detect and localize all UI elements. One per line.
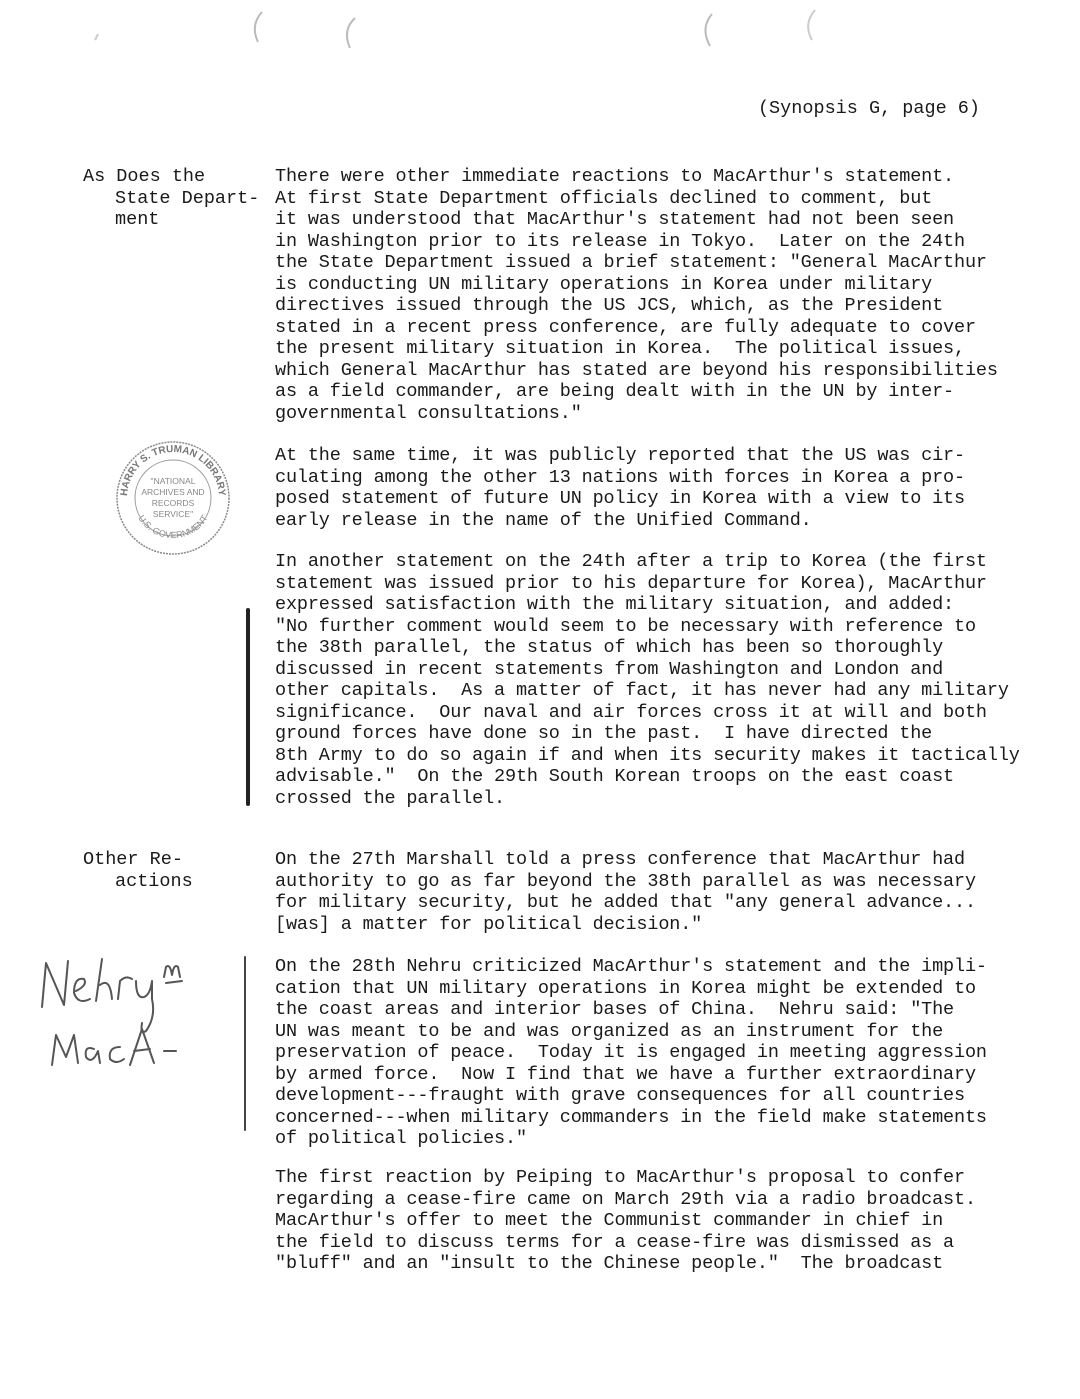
text-line: At the same time, it was publicly reported that the US was cir- xyxy=(275,445,965,466)
margin-note-other-reactions xyxy=(83,849,193,892)
text-line: "bluff" and an "insult to the Chinese people." The broadcast xyxy=(275,1253,944,1274)
margin-pen-mark xyxy=(246,608,250,806)
text-line: the 38th parallel, the status of which has been so thoroughly xyxy=(275,637,944,658)
text-line: the coast areas and interior bases of China. Nehru said: "The xyxy=(275,999,955,1020)
text-line: statement was issued prior to his departure for Korea), MacArthur xyxy=(275,572,987,594)
text-line: development---fraught with grave consequences for all countries xyxy=(275,1085,965,1106)
text-line: governmental consultations." xyxy=(275,402,582,424)
text-line: expressed satisfaction with the military situation, and added: xyxy=(275,594,955,615)
paragraph-marshall xyxy=(275,849,976,935)
margin-note-line: State Depart- xyxy=(115,187,260,209)
handwritten-note xyxy=(30,955,220,1075)
text-line: of political policies." xyxy=(275,1128,527,1149)
text-line: regarding a cease-fire came on March 29th via a radio broadcast. xyxy=(275,1188,976,1210)
text-line: In another statement on the 24th after a trip to Korea (the first xyxy=(275,551,987,572)
margin-note-state-department xyxy=(83,166,259,231)
paragraph-peiping-reaction xyxy=(275,1167,976,1275)
text-line: ground forces have done so in the past. I have directed the xyxy=(275,723,933,744)
stamp-inner-line: RECORDS xyxy=(151,498,195,508)
stamp-outer-text: HARRY S. TRUMAN LIBRARY xyxy=(118,443,228,497)
text-line: other capitals. As a matter of fact, it has never had any military xyxy=(275,680,1009,701)
stamp-inner-line: ARCHIVES AND xyxy=(141,487,205,497)
text-line: discussed in recent statements from Washington and London and xyxy=(275,658,944,680)
text-line: authority to go as far beyond the 38th parallel as was necessary xyxy=(275,870,976,892)
stamp-inner-line: SERVICE" xyxy=(152,509,194,519)
text-line: as a field commander, are being dealt with in the UN by inter- xyxy=(275,381,955,402)
text-line: At first State Department officials declined to comment, but xyxy=(275,187,933,209)
text-line: posed statement of future UN policy in Korea with a view to its xyxy=(275,488,965,509)
margin-pen-line xyxy=(244,956,246,1131)
text-line: for military security, but he added that "any general advance... xyxy=(275,892,976,913)
text-line: culating among the other 13 nations with forces in Korea a pro- xyxy=(275,466,965,488)
text-line: is conducting UN military operations in Korea under military xyxy=(275,273,933,295)
text-line: The first reaction by Peiping to MacArthur's proposal to confer xyxy=(275,1167,965,1188)
page-header: (Synopsis G, page 6) xyxy=(757,98,980,119)
text-line: crossed the parallel. xyxy=(275,787,505,809)
text-line: which General MacArthur has stated are beyond his responsibilities xyxy=(275,359,998,381)
text-line: On the 27th Marshall told a press conference that MacArthur had xyxy=(275,849,965,870)
text-line: preservation of peace. Today it is engaged in meeting aggression xyxy=(275,1042,987,1063)
archive-stamp xyxy=(112,437,234,559)
stamp-inner-line: "NATIONAL xyxy=(150,476,196,486)
text-line: in Washington prior to its release in Tokyo. Later on the 24th xyxy=(275,230,965,252)
text-line: 8th Army to do so again if and when its security makes it tactically xyxy=(275,744,1020,766)
text-line: stated in a recent press conference, are fully adequate to cover xyxy=(275,316,976,338)
text-line: it was understood that MacArthur's statement had not been seen xyxy=(275,209,955,230)
stamp-bottom-text: U.S. GOVERNMENT xyxy=(136,513,210,541)
text-line: "No further comment would seem to be necessary with reference to xyxy=(275,615,976,637)
text-line: [was] a matter for political decision." xyxy=(275,913,703,935)
margin-note-line: As Does the xyxy=(83,166,206,187)
paragraph-nehru xyxy=(275,956,987,1150)
paragraph-state-department xyxy=(275,166,998,424)
margin-note-line: actions xyxy=(115,870,193,892)
margin-note-line: Other Re- xyxy=(83,849,183,870)
margin-note-line: ment xyxy=(115,209,160,230)
text-line: by armed force. Now I find that we have a further extraordinary xyxy=(275,1063,976,1085)
text-line: UN was meant to be and was organized as an instrument for the xyxy=(275,1020,944,1042)
scan-edge-marks xyxy=(0,0,1080,60)
text-line: There were other immediate reactions to MacArthur's statement. xyxy=(275,166,955,187)
text-line: the State Department issued a brief statement: "General MacArthur xyxy=(275,252,987,273)
text-line: concerned---when military commanders in the field make statements xyxy=(275,1106,987,1128)
paragraph-us-circulating xyxy=(275,445,965,531)
text-line: directives issued through the US JCS, which, as the President xyxy=(275,295,944,316)
text-line: the field to discuss terms for a cease-fire was dismissed as a xyxy=(275,1231,955,1253)
text-line: significance. Our naval and air forces cross it at will and both xyxy=(275,701,987,723)
text-line: advisable." On the 29th South Korean troops on the east coast xyxy=(275,766,955,787)
text-line: MacArthur's offer to meet the Communist commander in chief in xyxy=(275,1210,944,1231)
text-line: On the 28th Nehru criticized MacArthur's statement and the impli- xyxy=(275,956,987,977)
text-line: early release in the name of the Unified Command. xyxy=(275,509,812,531)
text-line: the present military situation in Korea. The political issues, xyxy=(275,338,965,359)
text-line: cation that UN military operations in Korea might be extended to xyxy=(275,977,976,999)
paragraph-macarthur-38th-parallel xyxy=(275,551,1020,809)
